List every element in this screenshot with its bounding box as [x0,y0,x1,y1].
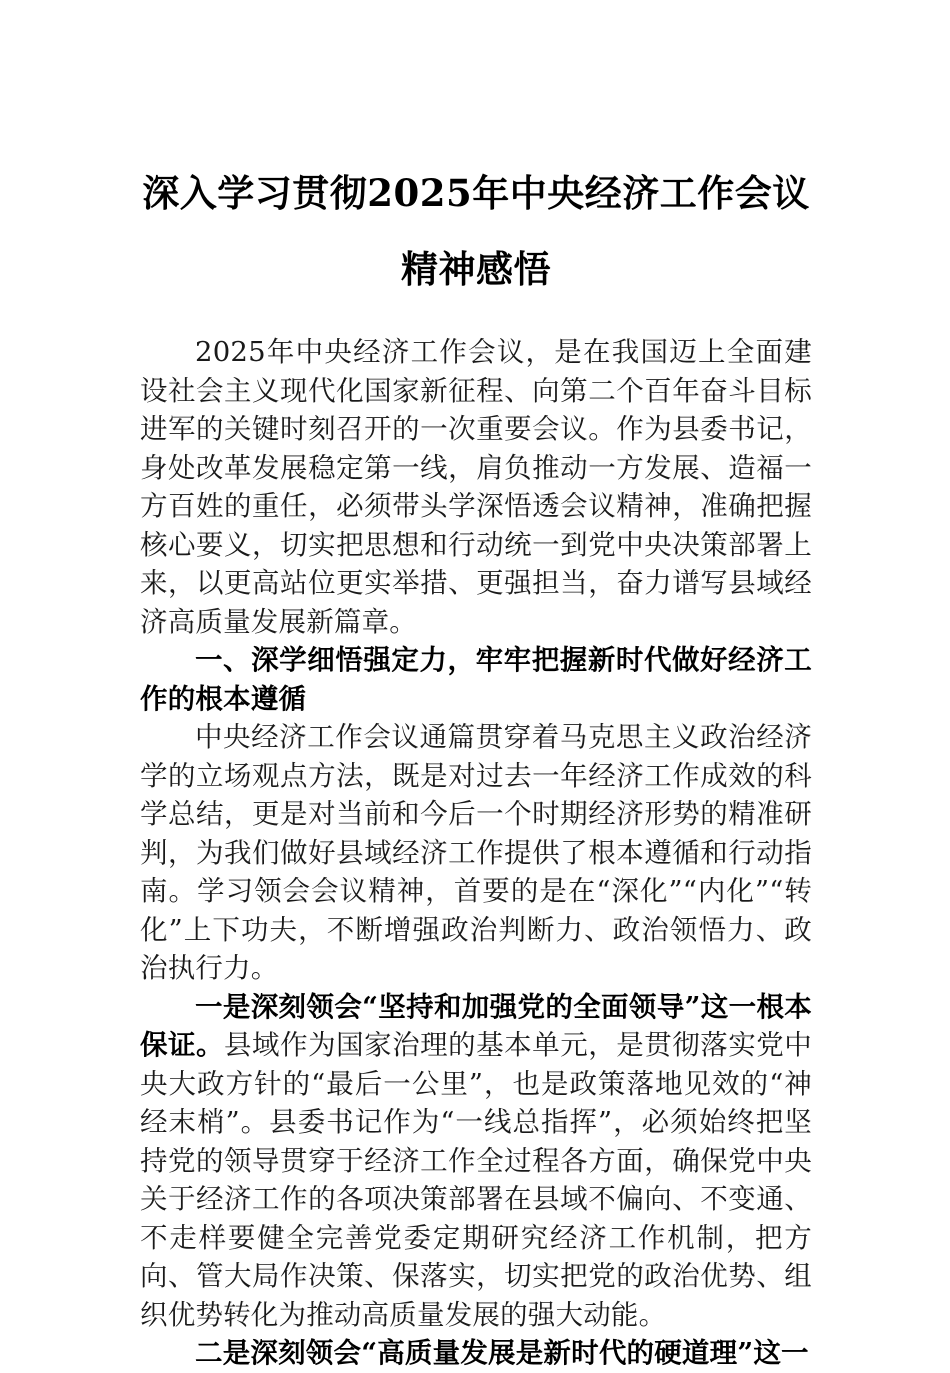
point-two-paragraph [140,1334,812,1373]
point-two-lead: 二是深刻领会“高质量发展是新时代的硬道理”这一 [195,1337,809,1369]
document-content [140,0,812,1373]
section-heading-one: 一、深学细悟强定力，牢牢把握新时代做好经济工作的根本遵循 [140,644,812,714]
intro-paragraph: 2025年中央经济工作会议，是在我国迈上全面建设社会主义现代化国家新征程、向第二个百年奋斗目标进军的关键时刻召开的一次重要会议。作为县委书记，身处改革发展稳定第一线，肩负推动一方发展、造福一方百姓的重任，必须带头学深悟透会议精神，准确把握核心要义，切实把思想和行动统一到党中央决策部署上来，以更高站位更实举措、更强担当，奋力谱写县域经济高质量发展新篇章。 [140,336,812,638]
point-one-lead: 一是深刻领会“坚持和加强党的全面领导”这一根本保证。 [140,990,812,1061]
point-one-paragraph [140,988,812,1335]
point-one-body: 县域作为国家治理的基本单元，是贯彻落实党中央大政方针的“最后一公里”，也是政策落地见效的“神经末梢”。县委书记作为“一线总指挥”，必须始终把坚持党的领导贯穿于经济工作全过程各方面，确保党中央关于经济工作的各项决策部署在县域不偏向、不变通、不走样要健全完善党委定期研究经济工作机制，把方向、管大局作决策、保落实，切实把党的政治优势、组织优势转化为推动高质量发展的强大动能。 [140,1029,812,1331]
section-one-paragraph: 中央经济工作会议通篇贯穿着马克思主义政治经济学的立场观点方法，既是对过去一年经济工作成效的科学总结，更是对当前和今后一个时期经济形势的精准研判，为我们做好县域经济工作提供了根本遵循和行动指南。学习领会会议精神，首要的是在“深化”“内化”“转化”上下功夫，不断增强政治判断力、政治领悟力、政治执行力。 [140,721,812,984]
page-title: 深入学习贯彻2025年中央经济工作会议精神感悟 [142,171,810,291]
document-body [140,307,812,1373]
